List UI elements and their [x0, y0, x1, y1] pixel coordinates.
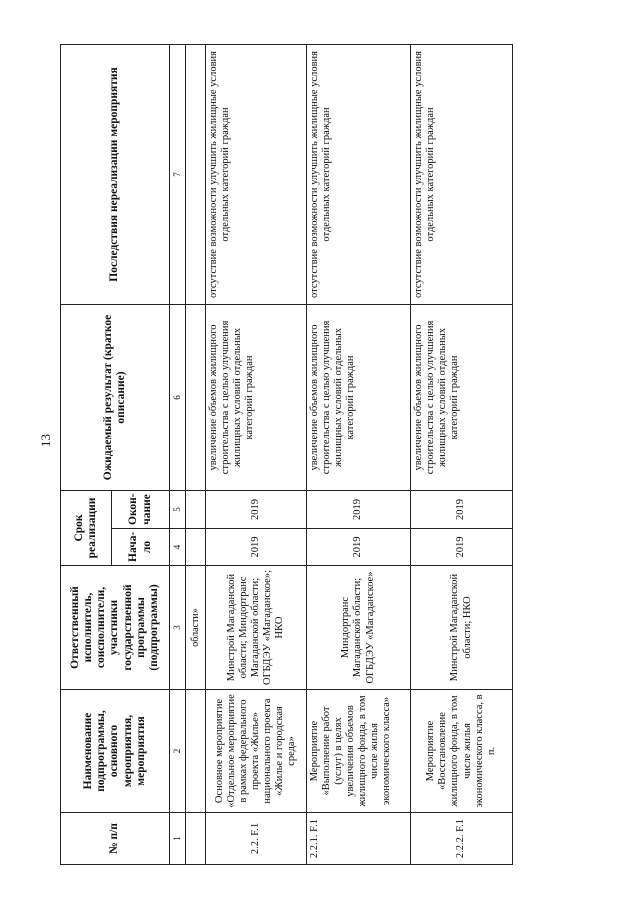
- table-row: [411, 44, 513, 864]
- cell-num: 2.2. F.1: [206, 813, 307, 865]
- cell-result: увеличение объемов жилищного строительства с целью улучшения жилищных условий отдельных категорий граждан: [307, 304, 411, 490]
- rotated-table-container: [60, 45, 500, 865]
- col-number: 6: [170, 304, 186, 490]
- col-number: 1: [170, 813, 186, 865]
- header-responsible: Ответственный исполнитель, соисполнители, участники государственной программы (подпрограммы): [61, 566, 170, 690]
- cell-consequence: отсутствие возможности улучшить жилищные условия отдельных категорий граждан: [411, 44, 513, 304]
- cell-consequence: [186, 44, 206, 304]
- header-consequence: Последствия нереализации мероприятия: [61, 44, 170, 304]
- header-name: Наименование подпрограммы, основного мероприятия, мероприятия: [61, 690, 170, 813]
- table-row: [206, 44, 307, 864]
- header-num: № п/п: [61, 813, 170, 865]
- col-number: 4: [170, 529, 186, 566]
- header-term: Срок реализации: [61, 490, 112, 565]
- header-end: Окон-чание: [112, 490, 170, 528]
- cell-num: 2.2.1. F.1: [307, 813, 411, 865]
- table-row: [307, 44, 411, 864]
- cell-start: 2019: [206, 529, 307, 566]
- cell-responsible: области»: [186, 566, 206, 690]
- cell-name: Основное мероприятие «Отдельное мероприятие в рамках федерального проекта «Жилье» национального проекта «Жилье и городская среда»: [206, 690, 307, 813]
- cell-end: 2019: [307, 490, 411, 528]
- cell-result: увеличение объемов жилищного строительства с целью улучшения жилищных условий отдельных категорий граждан: [206, 304, 307, 490]
- cell-num: 2.2.2. F.1: [411, 813, 513, 865]
- col-number: 3: [170, 566, 186, 690]
- cell-name: Мероприятие «Восстановление жилищного фонда, в том числе жилья экономического класса, в п.: [411, 690, 513, 813]
- cell-name: Мероприятие «Выполнение работ (услуг) в целях увеличения объемов жилищного фонда, в том числе жилья экономического класса»: [307, 690, 411, 813]
- cell-result: [186, 304, 206, 490]
- table-row: [186, 44, 206, 864]
- cell-end: [186, 490, 206, 528]
- cell-consequence: отсутствие возможности улучшить жилищные условия отдельных категорий граждан: [307, 44, 411, 304]
- table-header: [61, 44, 186, 864]
- page-number: 13: [38, 434, 53, 447]
- cell-num: [186, 813, 206, 865]
- cell-start: 2019: [411, 529, 513, 566]
- col-number: 7: [170, 44, 186, 304]
- measures-table: [60, 44, 513, 865]
- cell-name: [186, 690, 206, 813]
- cell-result: увеличение объемов жилищного строительства с целью улучшения жилищных условий отдельных категорий граждан: [411, 304, 513, 490]
- cell-end: 2019: [206, 490, 307, 528]
- cell-start: 2019: [307, 529, 411, 566]
- cell-responsible: Минстрой Магаданской области; Миндортранс Магаданской области; ОГБДЭУ «Магаданское»; НКО: [206, 566, 307, 690]
- header-result: Ожидаемый результат (краткое описание): [61, 304, 170, 490]
- cell-end: 2019: [411, 490, 513, 528]
- column-number-row: [170, 44, 186, 864]
- col-number: 5: [170, 490, 186, 528]
- header-start: Нача-ло: [112, 529, 170, 566]
- cell-start: [186, 529, 206, 566]
- cell-responsible: Миндортранс Магаданской области; ОГБДЭУ «Магаданское»: [307, 566, 411, 690]
- cell-consequence: отсутствие возможности улучшить жилищные условия отдельных категорий граждан: [206, 44, 307, 304]
- cell-responsible: Минстрой Магаданской области; НКО: [411, 566, 513, 690]
- col-number: 2: [170, 690, 186, 813]
